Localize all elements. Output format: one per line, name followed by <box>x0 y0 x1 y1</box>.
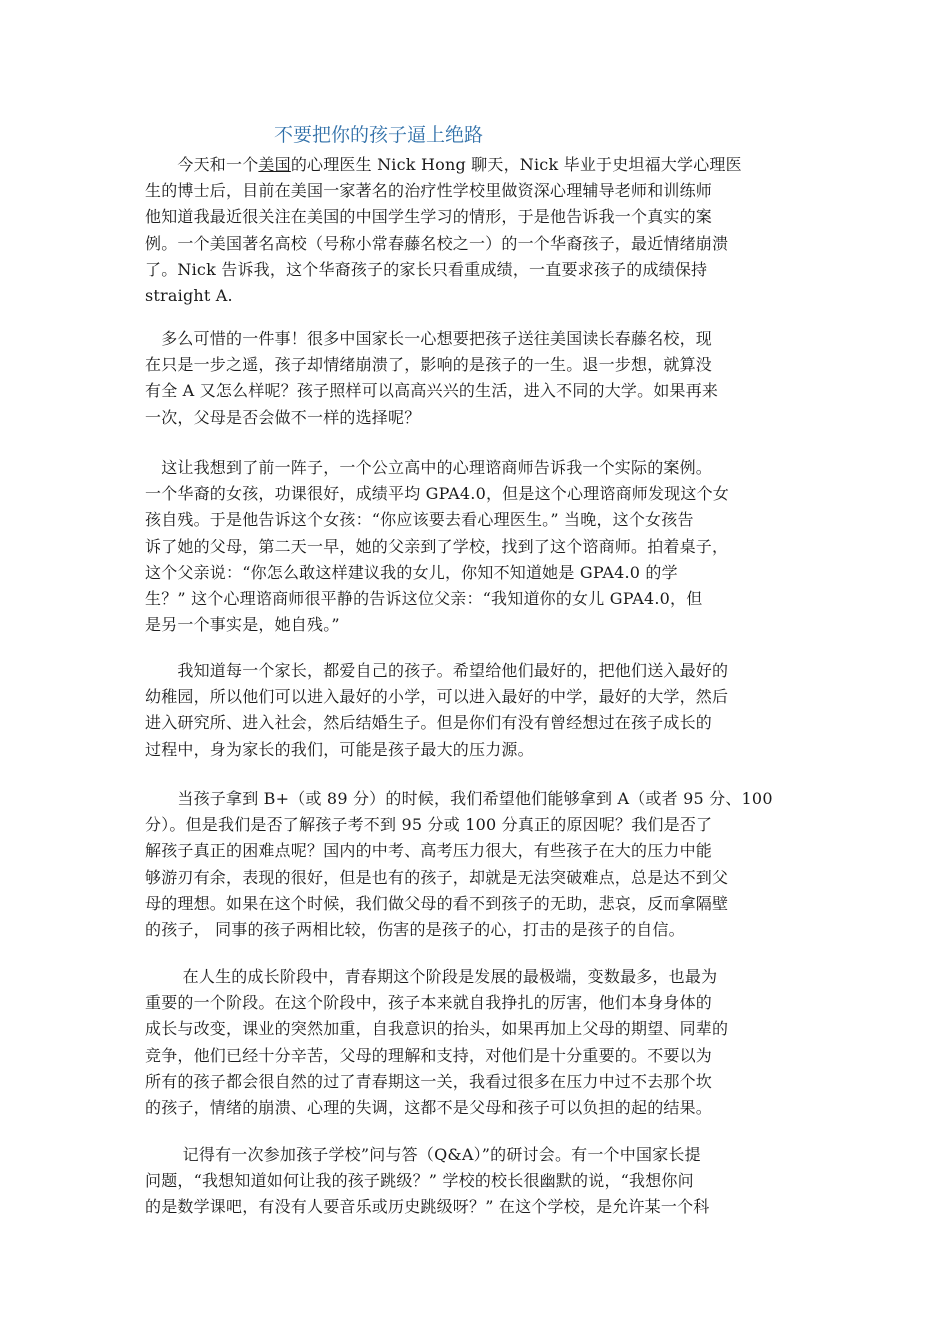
paragraph-line: 重要的一个阶段。在这个阶段中，孩子本来就自我挣扎的厉害，他们本身身体的 <box>145 993 713 1013</box>
paragraph-line: 多么可惜的一件事！很多中国家长一心想要把孩子送往美国读长春藤名校，现 <box>145 329 713 348</box>
paragraph-line: 解孩子真正的困难点呢？国内的中考、高考压力很大，有些孩子在大的压力中能 <box>145 841 713 861</box>
paragraph-line: 这让我想到了前一阵子，一个公立高中的心理谘商师告诉我一个实际的案例。 <box>145 458 713 477</box>
paragraph-1 <box>145 152 813 309</box>
paragraph-line: 够游刃有余，表现的很好，但是也有的孩子，却就是无法突破难点，总是达不到父 <box>145 867 729 887</box>
paragraph-line: 的孩子，情绪的崩溃、心理的失调，这都不是父母和孩子可以负担的起的结果。 <box>145 1098 713 1118</box>
paragraph-line: 孩自残。于是他告诉这个女孩：“你应该要去看心理医生。” 当晚，这个女孩告 <box>145 510 694 530</box>
paragraph-line: 问题，“我想知道如何让我的孩子跳级？” 学校的校长很幽默的说，“我想你问 <box>145 1171 694 1191</box>
paragraph-line: 在只是一步之遥，孩子却情绪崩溃了，影响的是孩子的一生。退一步想，就算没 <box>145 355 713 375</box>
paragraph-line: 当孩子拿到 B+（或 89 分）的时候，我们希望他们能够拿到 A（或者 95 分、100 <box>145 789 773 808</box>
paragraph-line: 进入研究所、进入社会，然后结婚生子。但是你们有没有曾经想过在孩子成长的 <box>145 713 713 733</box>
paragraph-line: 生的博士后，目前在美国一家著名的治疗性学校里做资深心理辅导老师和训练师 <box>145 181 713 201</box>
paragraph-line: 生？” 这个心理谘商师很平静的告诉这位父亲：“我知道你的女儿 GPA4.0，但 <box>145 589 703 609</box>
paragraph-line: 一次，父母是否会做不一样的选择呢？ <box>145 407 421 427</box>
paragraph-4 <box>145 658 813 763</box>
paragraph-line: straight A. <box>145 286 233 306</box>
link-america[interactable]: 美国 <box>258 155 291 174</box>
text-segment: 的心理医生 Nick Hong 聊天，Nick 毕业于史坦福大学心理医 <box>290 155 742 174</box>
paragraph-line: 是另一个事实是，她自残。” <box>145 615 340 635</box>
paragraph-line: 过程中，身为家长的我们，可能是孩子最大的压力源。 <box>145 739 534 759</box>
text-segment: 今天和一个 <box>145 155 259 174</box>
paragraph-6 <box>145 964 813 1121</box>
paragraph-line: 记得有一次参加孩子学校”问与答（Q&A）”的研讨会。有一个中国家长提 <box>145 1145 701 1164</box>
paragraph-line: 一个华裔的女孩，功课很好，成绩平均 GPA4.0，但是这个心理谘商师发现这个女 <box>145 484 729 504</box>
paragraph-line: 我知道每一个家长，都爱自己的孩子。希望给他们最好的，把他们送入最好的 <box>145 661 729 680</box>
paragraph-5 <box>145 786 813 943</box>
paragraph-line: 有全 A 又怎么样呢？孩子照样可以高高兴兴的生活，进入不同的大学。如果再来 <box>145 381 719 401</box>
paragraph-line: 的是数学课吧，有没有人要音乐或历史跳级呀？” 在这个学校，是允许某一个科 <box>145 1197 710 1217</box>
paragraph-line: 竞争，他们已经十分辛苦，父母的理解和支持，对他们是十分重要的。不要以为 <box>145 1045 713 1065</box>
paragraph-line: 诉了她的父母，第二天一早，她的父亲到了学校，找到了这个谘商师。拍着桌子， <box>145 536 729 556</box>
paragraph-line: 在人生的成长阶段中，青春期这个阶段是发展的最极端，变数最多，也最为 <box>145 967 718 986</box>
article-title: 不要把你的孩子逼上绝路 <box>274 124 484 146</box>
paragraph-line: 这个父亲说：“你怎么敢这样建议我的女儿，你知不知道她是 GPA4.0 的学 <box>145 562 678 582</box>
paragraph-line: 例。一个美国著名高校（号称小常春藤名校之一）的一个华裔孩子，最近情绪崩溃 <box>145 233 729 253</box>
paragraph-line: 所有的孩子都会很自然的过了青春期这一关，我看过很多在压力中过不去那个坎 <box>145 1071 713 1091</box>
paragraph-line <box>145 152 813 178</box>
paragraph-2 <box>145 326 813 431</box>
paragraph-line: 的孩子， 同事的孩子两相比较，伤害的是孩子的心，打击的是孩子的自信。 <box>145 920 685 940</box>
paragraph-line: 了。Nick 告诉我，这个华裔孩子的家长只看重成绩，一直要求孩子的成绩保持 <box>145 259 708 279</box>
paragraph-line: 幼稚园，所以他们可以进入最好的小学，可以进入最好的中学，最好的大学，然后 <box>145 687 729 707</box>
paragraph-7 <box>145 1142 813 1221</box>
paragraph-3 <box>145 455 813 638</box>
paragraph-line: 母的理想。如果在这个时候，我们做父母的看不到孩子的无助，悲哀，反而拿隔壁 <box>145 893 729 913</box>
paragraph-line: 成长与改变，课业的突然加重，自我意识的抬头，如果再加上父母的期望、同辈的 <box>145 1019 729 1039</box>
paragraph-line: 分）。但是我们是否了解孩子考不到 95 分或 100 分真正的原因呢？我们是否了 <box>145 815 713 835</box>
paragraph-line: 他知道我最近很关注在美国的中国学生学习的情形，于是他告诉我一个真实的案 <box>145 207 713 227</box>
